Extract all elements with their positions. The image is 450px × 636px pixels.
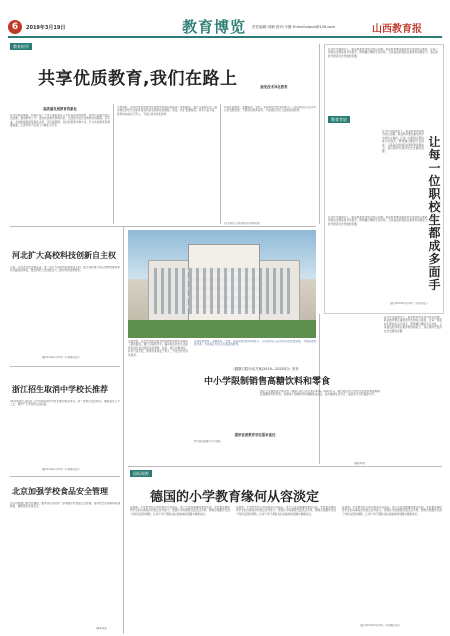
- photo-caption: 图为某地新建中小学校园。: [194, 440, 223, 443]
- news-source: (据2019年3月18日《中国教育报》): [42, 468, 80, 471]
- bottom-body-col1: 在德国，小学教育给人的印象是从容淡定。孩子们没有繁重的课业负担，学校更注重培养学生的兴趣爱好和独立思考能力。德国小学的课程设置灵活多样，教师会根据学生的个性特点因材施教，让每个孩子都能在轻松愉快的氛围中健康成长。: [130, 506, 230, 516]
- news-headline: 浙江招生取消中学校长推荐: [12, 385, 108, 394]
- feature-body-col2: 与此同时，信息技术的发展为优质教育资源共享提供了新的路径。通过互联网平台，偏远地区的学生也能享受到名校名师的优质课程。但是，我们也要看到，技术只是手段，教育的本质在于育人，不能让技术异化教育。: [117, 106, 217, 116]
- bottom-tag: 国际视野: [130, 470, 152, 477]
- bottom-headline: 德国的小学教育缘何从容淡定: [150, 490, 320, 505]
- feature-subheading: 提供优质教育学位需求途径: [234, 433, 276, 437]
- playground-shape: [128, 320, 316, 338]
- column-rule: [113, 104, 114, 224]
- column-tag: 教育者说: [328, 116, 350, 123]
- photo-side-text: 与此同时，信息技术的发展为优质教育资源共享提供了新的路径。通过互联网平台，偏远地区的学生也能享受到名校名师的优质课程。但是，我们也要看到，技术只是手段，教育的本质在于育人，不能让技术异化教育。: [128, 340, 188, 357]
- column-rule: [319, 44, 320, 224]
- column-headline: 让每一位职校生都成多面手: [428, 136, 441, 292]
- column-rule: [123, 226, 124, 634]
- section-rule: [10, 476, 120, 477]
- bottom-body-col3: 在德国，小学教育给人的印象是从容淡定。孩子们没有繁重的课业负担，学校更注重培养学生的兴趣爱好和独立思考能力。德国小学的课程设置灵活多样，教师会根据学生的个性特点因材施教，让每个孩子都能在轻松愉快的氛围中健康成长。: [342, 506, 442, 516]
- policy-subtitle: 《健康口腔行动方案(2019—2025年)》发布: [231, 367, 299, 371]
- feature-headline: 共享优质教育,我们在路上: [38, 69, 238, 89]
- column-body: 在今年全国两会上，职业教育再次成为热议话题。职业教育要注重培养学生的综合素质，让每一位职校生都能成为多面手，既掌握过硬的专业技能，又具备良好的职业素养和创新能力，适应新时代经济社会发展的需要。: [382, 130, 424, 154]
- column-body-lower: 在今年全国两会上，职业教育再次成为热议话题。职业教育要注重培养学生的综合素质，让每一位职校生都能成为多面手，既掌握过硬的专业技能，又具备良好的职业素养和创新能力，适应新时代经济社会发展的需要。: [328, 216, 438, 226]
- column-source: (摘自2019年3月18日《光明日报》): [390, 302, 428, 305]
- building-windows: [154, 268, 294, 314]
- feature-body-col3: 共享优质教育，需要政府、学校、家庭和社会的共同努力。只有坚持以人民为中心的发展思想，不断深化教育改革，才能真正办好人民满意的教育。: [224, 106, 316, 113]
- policy-body: 国家卫生健康委日前印发《健康口腔行动方案(2019—2025年)》，提出要在中小学校及托幼机构限制销售高糖饮料和零食，食堂减少含糖饮料和高糖食品供应，倡导健康生活方式，提高学生口腔健康水平。: [260, 390, 380, 397]
- column-intro: 在今年全国两会上，职业教育再次成为热议话题。职业教育要注重培养学生的综合素质，让每一位职校生都能成为多面手，既掌握过硬的专业技能，又具备良好的职业素养和创新能力，适应新时代经济社会发展的需要。: [328, 48, 438, 58]
- news-source: (据新华网): [96, 627, 108, 630]
- feature-tag: 教育时评: [10, 43, 32, 50]
- news-headline: 北京加强学校食品安全管理: [12, 487, 108, 496]
- feature-body-col1: 在今年两会期间，如何让每一个孩子都能享有公平而有质量的教育，成为代表委员热议的话题。推进教育公平、促进优质教育资源共享，已经成为社会各界的共同期待。近年来，各地积极探索集团化办学、学区制管理、名校托管等多种方式，扩大优质教育资源覆盖面，让更多孩子在家门口就能上好学。: [10, 114, 110, 128]
- news-source: (据2019年3月18日《中国教育报》): [42, 356, 80, 359]
- news-body: 日前，河北省印发实施意见，进一步扩大高校科技创新自主权，赋予高校更大的人财物支配权和技术路线决策权，激发科研人员创新活力，推动科技成果转化。: [10, 266, 120, 273]
- section-title: 教育博览: [182, 18, 247, 36]
- bottom-source: (摘自2019年3月18日《中国教育报》): [360, 624, 400, 627]
- column-rule: [220, 104, 221, 224]
- feature-continued: 共享优质教育，需要政府、学校、家庭和社会的共同努力。只有坚持以人民为中心的发展思想，不断深化教育改革，才能真正办好人民满意的教育。: [194, 340, 316, 347]
- bottom-body-col2: 在德国，小学教育给人的印象是从容淡定。孩子们没有繁重的课业负担，学校更注重培养学生的兴趣爱好和独立思考能力。德国小学的课程设置灵活多样，教师会根据学生的个性特点因材施教，让每个孩子都能在轻松愉快的氛围中健康成长。: [236, 506, 336, 516]
- school-campus-photo: [128, 230, 316, 338]
- issue-date: 2019年3月19日: [26, 25, 66, 31]
- news-body: 北京市教委日前发布通知，要求各区各校进一步加强学校食品安全管理，落实校长负责制和陪餐制度，确保师生饮食安全。: [10, 502, 120, 509]
- section-rule: [10, 226, 316, 227]
- news-headline: 河北扩大高校科技创新自主权: [12, 251, 116, 260]
- editor-info: 责任编辑:刘颖 校对:平静 ✉:mail:xlpub@126.com: [252, 25, 336, 29]
- section-rule: [10, 366, 120, 367]
- feature-subheading: 能免技术异化教育: [260, 85, 288, 89]
- masthead-logo: 山西教育报: [372, 24, 422, 35]
- policy-source: (据新华网): [354, 462, 366, 465]
- feature-author-note: (作者单位:山西省教育科学研究院): [224, 222, 261, 225]
- right-lower-body: 在今年全国两会上，职业教育再次成为热议话题。职业教育要注重培养学生的综合素质，让每一位职校生都能成为多面手，既掌握过硬的专业技能，又具备良好的职业素养和创新能力，适应新时代经济社会发展的需要。: [384, 316, 442, 333]
- policy-headline: 中小学限制销售高糖饮料和零食: [204, 377, 331, 387]
- section-rule: [128, 466, 442, 467]
- feature-subheading: 高质量发展教育的新业: [43, 107, 77, 111]
- news-body: 2019年浙江省招生工作中将取消中学校长推荐相关内容，进一步规范招生秩序，确保招生公平公正，维护广大考生的合法权益。: [10, 400, 120, 407]
- page-number: 6: [11, 22, 19, 32]
- header-rule: [8, 36, 442, 38]
- page-header: [0, 0, 450, 44]
